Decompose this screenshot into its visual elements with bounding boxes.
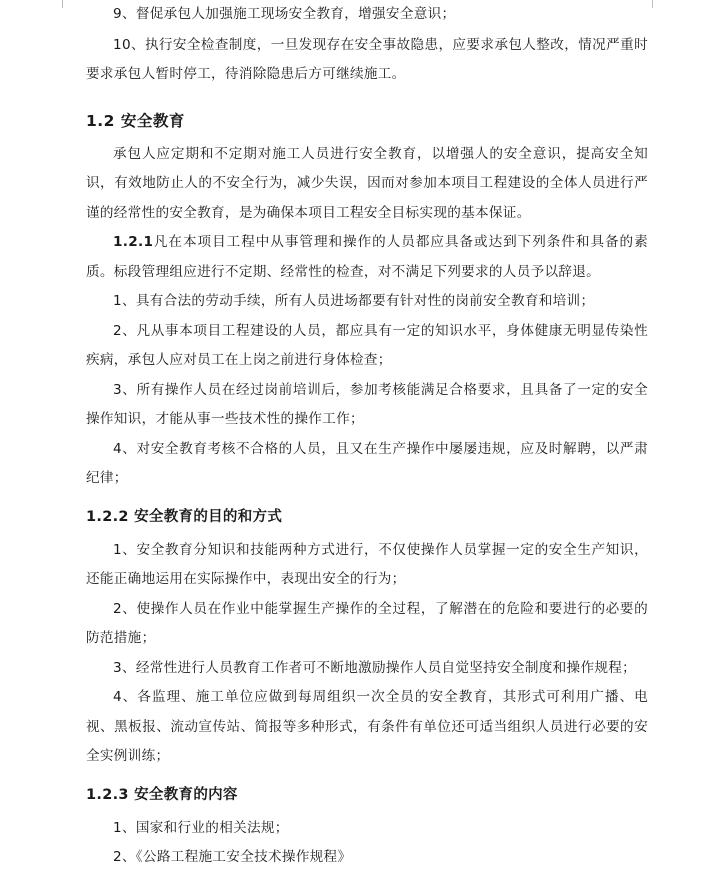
paragraph-item-10: 10、执行安全检查制度，一旦发现存在安全事故隐患，应要求承包人整改，情况严重时要求承包人暂时停工，待消除隐患后方可继续施工。 (86, 36, 648, 82)
content-item-2: 2、《公路工程施工安全技术操作规程》 (113, 849, 352, 865)
purpose-item-2: 2、使操作人员在作业中能掌握生产操作的全过程，了解潜在的危险和要进行的必要的防范措施； (86, 600, 648, 646)
document-page (86, 0, 648, 873)
content-item-1: 1、国家和行业的相关法规； (113, 819, 289, 836)
clause-item-3: 3、所有操作人员在经过岗前培训后，参加考核能满足合格要求，且具备了一定的安全操作知识，才能从事一些技术性的操作工作； (86, 381, 648, 427)
section-heading-1-2-2: 1.2.2 安全教育的目的和方式 (86, 508, 283, 525)
purpose-item-4: 4、各监理、施工单位应做到每周组织一次全员的安全教育，其形式可利用广播、电视、黑板报、流动宣传站、简报等多种形式，有条件有单位还可适当组织人员进行必要的安全实例训练； (86, 689, 648, 764)
paragraph-item-9: 9、督促承包人加强施工现场安全教育，增强安全意识； (113, 6, 456, 22)
purpose-item-3: 3、经常性进行人员教育工作者可不断地激励操作人员自觉坚持安全制度和操作规程； (113, 659, 637, 676)
section-intro: 承包人应定期和不定期对施工人员进行安全教育，以增强人的安全意识，提高安全知识，有效地防止人的不安全行为，减少失误，因而对参加本项目工程建设的全体人员进行严谨的经常性的安全教育，是为确保本项目工程安全目标实现的基本保证。 (86, 145, 648, 221)
section-heading-1-2: 1.2 安全教育 (86, 111, 185, 130)
clause-item-1: 1、具有合法的劳动手续，所有人员进场都要有针对性的岗前安全教育和培训； (113, 293, 595, 309)
clause-1-2-1 (86, 228, 648, 287)
crop-mark-top-left (62, 0, 63, 8)
crop-mark-top-right (652, 0, 653, 8)
clause-item-2: 2、凡从事本项目工程建设的人员，都应具有一定的知识水平，身体健康无明显传染性疾病，承包人应对员工在上岗之前进行身体检查； (86, 322, 648, 368)
clause-text: 凡在本项目工程中从事管理和操作的人员都应具备或达到下列条件和具备的素质。标段管理组应进行不定期、经常性的检查，对不满足下列要求的人员予以辞退。 (86, 234, 648, 280)
clause-item-4: 4、对安全教育考核不合格的人员，且又在生产操作中屡屡违规，应及时解聘，以严肃纪律； (86, 440, 648, 486)
clause-number: 1.2.1 (113, 234, 154, 250)
purpose-item-1: 1、安全教育分知识和技能两种方式进行，不仅使操作人员掌握一定的安全生产知识，还能正确地运用在实际操作中，表现出安全的行为； (86, 541, 648, 587)
section-heading-1-2-3: 1.2.3 安全教育的内容 (86, 786, 238, 803)
